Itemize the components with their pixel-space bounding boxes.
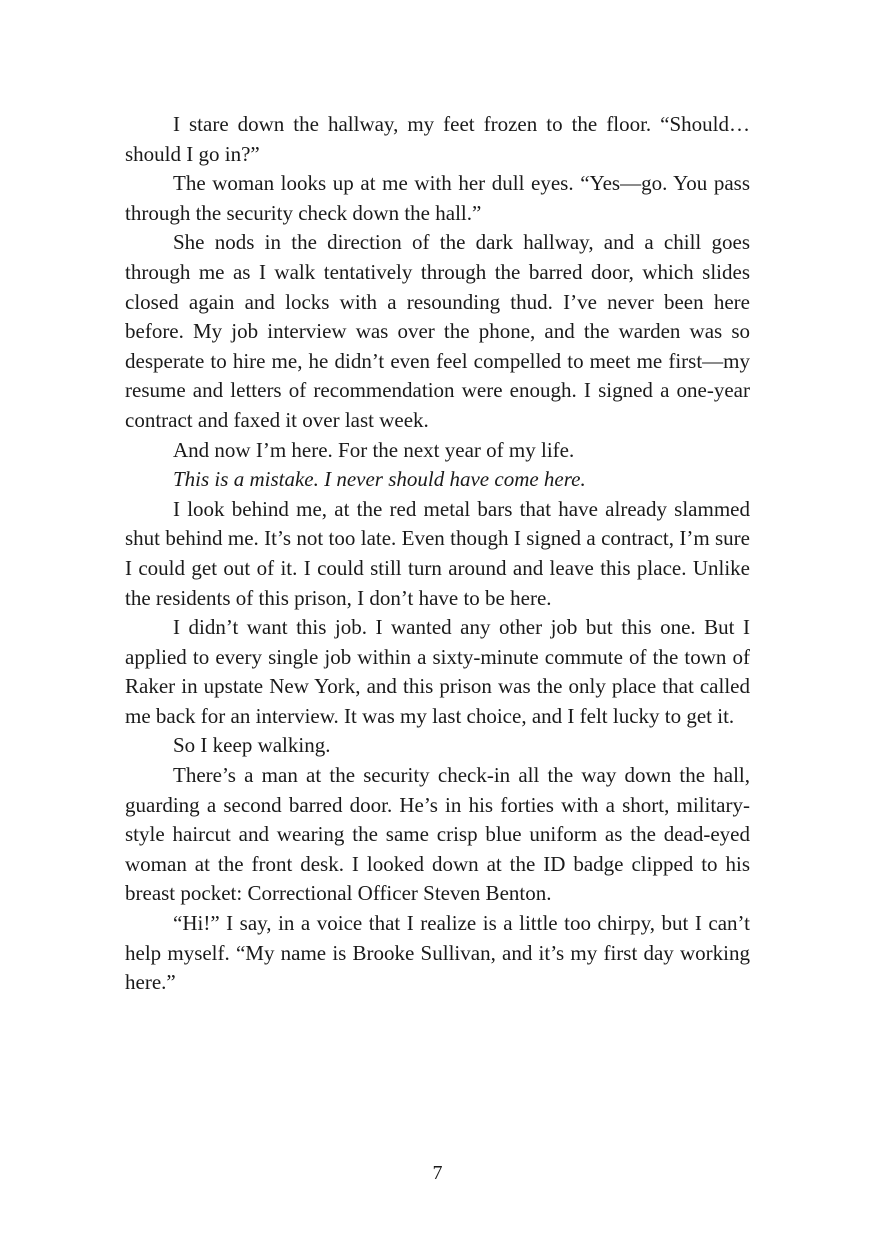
paragraph-4: And now I’m here. For the next year of my life. — [173, 437, 575, 462]
paragraph-7: I didn’t want this job. I wanted any other job but this one. But I applied to every single job within a sixty-minute commute of the town of Raker in upstate New York, and this prison was the only place that called me back for an interview. It was my last choice, and I felt lucky to get it. — [125, 615, 750, 728]
paragraph-3: She nods in the direction of the dark hallway, and a chill goes through me as I walk tentatively through the barred door, which slides closed again and locks with a resounding thud. I’ve never been here before. My job interview was over the phone, and the warden was so desperate to hire me, he didn’t even feel compelled to meet me first—my resume and letters of recommendation were enough. I signed a one-year contract and faxed it over last week. — [125, 230, 750, 432]
paragraph-2: The woman looks up at me with her dull eyes. “Yes—go. You pass through the security check down the hall.” — [125, 171, 750, 225]
paragraph-1: I stare down the hallway, my feet frozen to the floor. “Should… should I go in?” — [125, 112, 750, 166]
paragraph-6: I look behind me, at the red metal bars that have already slammed shut behind me. It’s not too late. Even though I signed a contract, I’m sure I could get out of it. I could still turn around and leave this place. Unlike the residents of this prison, I don’t have to be here. — [125, 496, 750, 610]
paragraph-5-italic: This is a mistake. I never should have come here. — [173, 467, 586, 492]
paragraph-10: “Hi!” I say, in a voice that I realize is a little too chirpy, but I can’t help myself. “My name is Brooke Sullivan, and it’s my first day working here.” — [125, 911, 750, 995]
paragraph-8: So I keep walking. — [173, 733, 331, 758]
paragraph-9: There’s a man at the security check-in all the way down the hall, guarding a second barred door. He’s in his forties with a short, military-style haircut and wearing the same crisp blue uniform as the dead-eyed woman at the front desk. I looked down at the ID badge clipped to his breast pocket: Correctional Officer Steven Benton. — [125, 763, 750, 906]
body-text — [125, 110, 750, 998]
page-number: 7 — [432, 1162, 443, 1184]
